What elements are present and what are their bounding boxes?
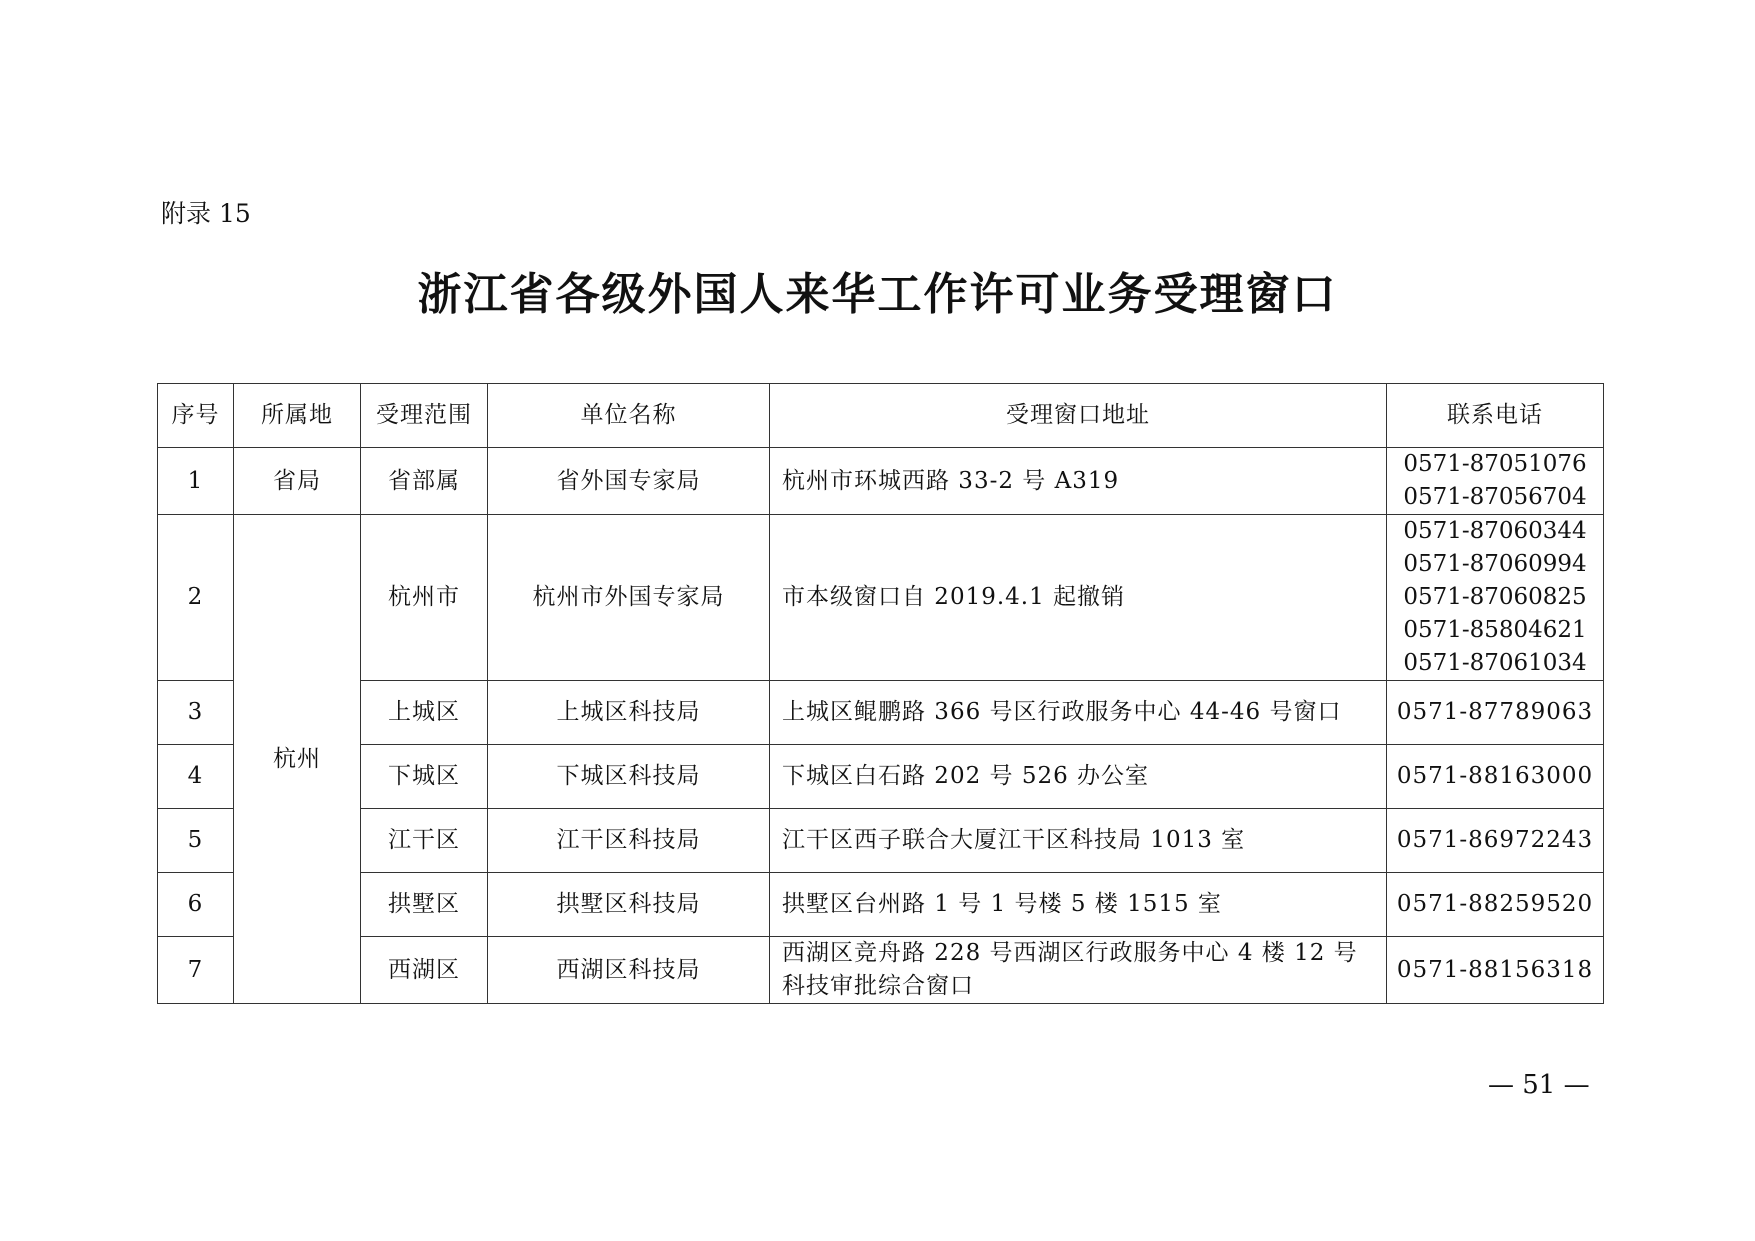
- phone-number: 0571-87056704: [1403, 484, 1587, 510]
- service-window-table: [157, 383, 1604, 1004]
- row-number: 5: [158, 809, 234, 873]
- table-header-row: [158, 384, 1604, 448]
- address-cell: 下城区白石路 202 号 526 办公室: [770, 745, 1387, 809]
- row-number: 6: [158, 873, 234, 937]
- unit-cell: 西湖区科技局: [488, 937, 770, 1004]
- row-number: 1: [158, 448, 234, 515]
- unit-cell: 拱墅区科技局: [488, 873, 770, 937]
- phone-number: 0571-87060994: [1403, 551, 1587, 577]
- header-cell: 所属地: [234, 384, 361, 448]
- table-row: [158, 745, 1604, 809]
- scope-cell: 江干区: [361, 809, 488, 873]
- phone-number: 0571-87060344: [1403, 518, 1587, 544]
- header-cell: 单位名称: [488, 384, 770, 448]
- region-cell: 省局: [234, 448, 361, 515]
- header-cell: 受理窗口地址: [770, 384, 1387, 448]
- address-cell: 拱墅区台州路 1 号 1 号楼 5 楼 1515 室: [770, 873, 1387, 937]
- scope-cell: 省部属: [361, 448, 488, 515]
- phone-cell: 0571-87789063: [1387, 681, 1604, 745]
- address-cell: 市本级窗口自 2019.4.1 起撤销: [770, 515, 1387, 681]
- table-row: [158, 809, 1604, 873]
- address-cell: 上城区鲲鹏路 366 号区行政服务中心 44-46 号窗口: [770, 681, 1387, 745]
- phone-number: 0571-87051076: [1403, 451, 1587, 477]
- region-cell: 杭州: [234, 515, 361, 1004]
- table-row: [158, 448, 1604, 515]
- scope-cell: 拱墅区: [361, 873, 488, 937]
- scope-cell: 杭州市: [361, 515, 488, 681]
- phone-cell: [1387, 448, 1604, 515]
- unit-cell: 省外国专家局: [488, 448, 770, 515]
- row-number: 7: [158, 937, 234, 1004]
- header-cell: 受理范围: [361, 384, 488, 448]
- table-row: [158, 681, 1604, 745]
- address-cell: 西湖区竞舟路 228 号西湖区行政服务中心 4 楼 12 号科技审批综合窗口: [770, 937, 1387, 1004]
- row-number: 4: [158, 745, 234, 809]
- phone-number: 0571-87061034: [1403, 650, 1587, 676]
- unit-cell: 杭州市外国专家局: [488, 515, 770, 681]
- phone-number: 0571-87060825: [1403, 584, 1587, 610]
- phone-cell: 0571-88156318: [1387, 937, 1604, 1004]
- phone-cell: [1387, 515, 1604, 681]
- scope-cell: 上城区: [361, 681, 488, 745]
- appendix-label: 附录 15: [161, 199, 251, 228]
- row-number: 2: [158, 515, 234, 681]
- phone-number: 0571-85804621: [1403, 617, 1587, 643]
- unit-cell: 上城区科技局: [488, 681, 770, 745]
- scope-cell: 西湖区: [361, 937, 488, 1004]
- header-cell: 序号: [158, 384, 234, 448]
- document-title: 浙江省各级外国人来华工作许可业务受理窗口: [417, 269, 1338, 320]
- phone-cell: 0571-88163000: [1387, 745, 1604, 809]
- table-row: [158, 515, 1604, 681]
- address-cell: 江干区西子联合大厦江干区科技局 1013 室: [770, 809, 1387, 873]
- address-cell: 杭州市环城西路 33-2 号 A319: [770, 448, 1387, 515]
- phone-cell: 0571-86972243: [1387, 809, 1604, 873]
- table-row: [158, 873, 1604, 937]
- phone-cell: 0571-88259520: [1387, 873, 1604, 937]
- unit-cell: 下城区科技局: [488, 745, 770, 809]
- scope-cell: 下城区: [361, 745, 488, 809]
- header-cell: 联系电话: [1387, 384, 1604, 448]
- table-row: [158, 937, 1604, 1004]
- row-number: 3: [158, 681, 234, 745]
- unit-cell: 江干区科技局: [488, 809, 770, 873]
- page-number: — 51 —: [1488, 1070, 1590, 1100]
